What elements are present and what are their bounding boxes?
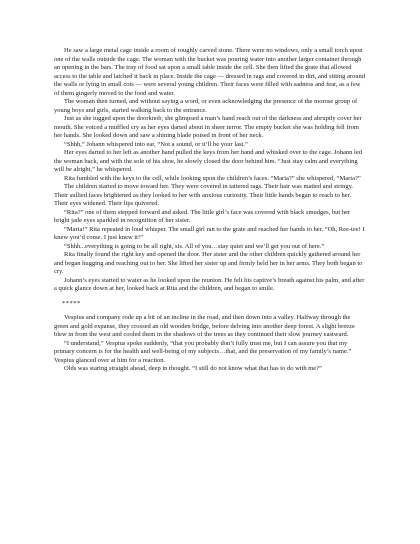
paragraph: Rita finally found the right key and opened the door. Her sister and the other children quickly gathered around her and began hugging and reaching out to her. She lifted her sister up and firmly held her in her arms. They both began to cry. [54,251,363,275]
paragraph: Vespius and company rode up a bit of an incline in the road, and then down into a valley. Halfway through the green and gold expanse, they crossed an old wooden bridge, before delving into another deep forest. A slight breeze blew in from the west and cooled them in the shadows of the trees as they continued their slow journey eastward. [54,314,355,338]
paragraph: “Rita?” one of them stepped forward and asked. The little girl’s face was covered with black smudges, but her bright jade eyes sparkled in recognition of her sister. [54,208,351,224]
paragraph: “I understand,” Vespius spoke suddenly, “that you probably don’t fully trust me, but I can assure you that my primary concern is for the health and well-being of my subjects…that, and the preservation of my family’s name.” Vespius glanced over at him for a reaction. [54,339,352,364]
paragraph: Olds was staring straight ahead, deep in thought. “I still do not know what that has to do with me?” [64,365,322,372]
section-separator: ***** [62,299,81,307]
paragraph: “Shhh...everything is going to be all right, sis. All of you…stay quiet and we’ll get you out of here.” [64,242,325,250]
paragraph: The children started to move toward her. They were covered in tattered rags. Their hair was matted and stringy. Their sullied faces brightened as they looked to her with anxious curiosity. Their little hands began to reach to her. Their eyes widened. Their lips quivered. [54,183,354,207]
paragraph: Just as she tugged upon the doorknob, she glimpsed a man’s hand reach out of the darkness and abruptly cover her mouth. She voiced a muffled cry as her eyes darted about in sheer terror. The empty bucket she was holding fell from her hands. She looked down and saw a shining blade poised in front of her neck. [54,115,362,139]
paragraph: He saw a large metal cage inside a room of roughly carved stone. There were no windows, only a small torch upon one of the walls outside the cage. The woman with the bucket was pouring water into another larger container through an opening in the bars. The tray of food sat upon a small table inside the cell. She then lifted the grate that allowed access to the table and latched it back in place. Inside the cage — dressed in rags and covered in dirt, and sitting around the walls or lying in small cots — were several young children. Their faces were filled with sadness and fear, as a few of them gingerly moved to the food and water. [54,47,365,97]
paragraph: Rita fumbled with the keys to the cell, while looking upon the children’s faces. “Maria?” she whispered, “Maria?” [64,174,361,182]
story-section-2 [54,314,366,374]
paragraph: Her eyes darted to her left as another hand pulled the keys from her hand and whisked over to the cage. Johann led the woman back, and with the sole of his shoe, he slowly closed the door behind him. “Just stay calm and everything will be alright,” he whispered. [54,149,362,173]
paragraph: The woman then turned, and without saying a word, or even acknowledging the presence of the morose group of young boys and girls, started walking back to the entrance. [54,98,358,114]
paragraph: Johann’s eyes started to water as he looked upon the reunion. He felt his captive’s breath against his palm, and after a quick glance down at her, looked back at Rita and the children, and began to smile. [54,276,365,292]
story-section-1 [54,47,366,294]
paragraph: “Shhh,” Johann whispered into ear, “Not a sound, or it’ll be your last.” [64,140,248,148]
paragraph: “Maria!” Rita repeated in loud whisper. The small girl ran to the grate and reached her hands to her. “Oh, Ree-tee! I knew you’d come. I just knew it!” [54,225,365,241]
